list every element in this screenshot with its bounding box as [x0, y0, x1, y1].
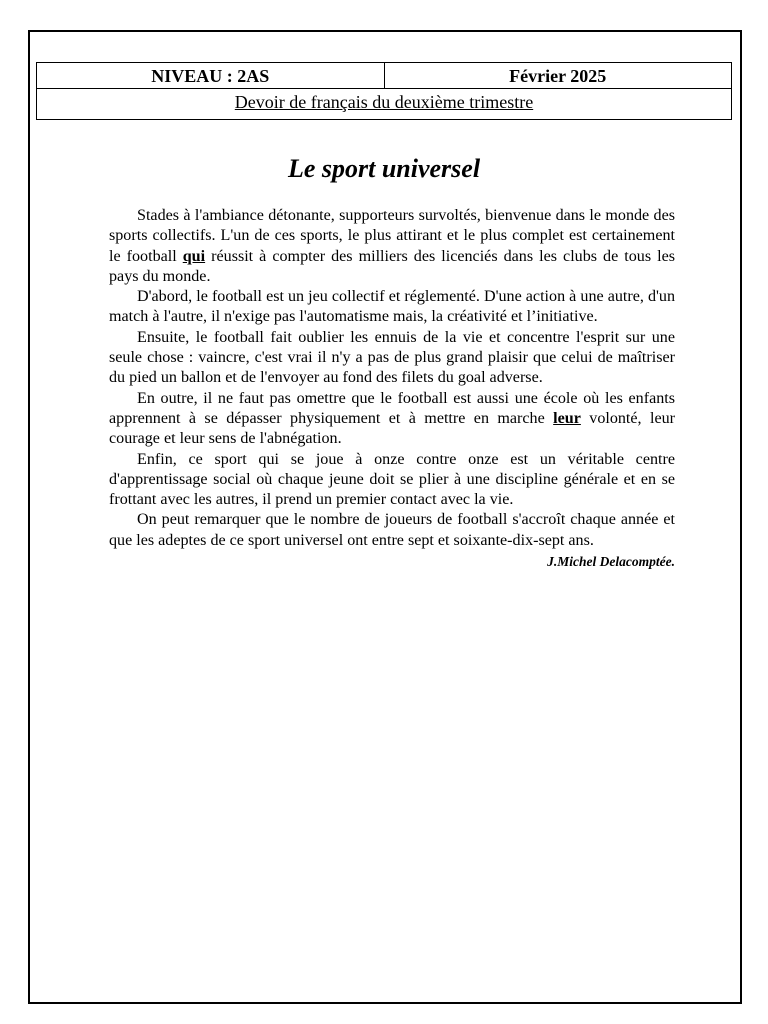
author-signature: J.Michel Delacomptée.: [547, 554, 675, 570]
highlighted-word-leur: leur: [553, 409, 581, 427]
paragraph-4-part-2: volonté, leur courage et leur sens de l'abnégation.: [109, 409, 675, 448]
exam-title-cell: Devoir de français du deuxième trimestre: [37, 89, 732, 120]
paragraph-2: D'abord, le football est un jeu collectif et réglementé. D'une action à une autre, d'un match à l'autre, il n'exige pas l'automatisme mais, la créativité et l’initiative.: [109, 288, 675, 326]
text-title: Le sport universel: [287, 154, 481, 183]
paragraph-4: [109, 389, 675, 450]
paragraph-1-part-1: Stades à l'ambiance détonante, supporteurs survoltés, bienvenue dans le monde des sports collectifs. L'un de ces sports, le plus attirant et le plus complet est certainement le football: [109, 207, 675, 265]
level-cell: NIVEAU : 2AS: [37, 63, 385, 89]
highlighted-word-qui: qui: [182, 247, 206, 265]
text-body: [109, 206, 675, 571]
paragraph-6: On peut remarquer que le nombre de joueurs de football s'accroît chaque année et que les adeptes de ce sport universel ont entre sept et soixante-dix-sept ans.: [109, 511, 675, 549]
paragraph-4-part-1: En outre, il ne faut pas omettre que le football est aussi une école où les enfants apprennent à se dépasser physiquement et à mettre en marche: [109, 389, 675, 427]
paragraph-1: [109, 206, 675, 287]
paragraph-3: Ensuite, le football fait oublier les ennuis de la vie et concentre l'esprit sur une seule chose : vaincre, c'est vrai il n'y a pas de plus grand plaisir que celui de maîtriser du pied un ballon et de l'envoyer au fond des filets du goal adverse.: [109, 328, 675, 387]
paragraph-5: Enfin, ce sport qui se joue à onze contre onze est un véritable centre d'apprentissage social où chaque jeune doit se plier à une discipline générale et en se frottant avec les autres, il prend un premier contact avec la vie.: [109, 450, 675, 509]
header-table: [36, 62, 732, 120]
paragraph-1-part-2: réussit à compter des milliers des licenciés dans les clubs de tous les pays du monde.: [109, 247, 676, 285]
date-cell: Février 2025: [384, 63, 732, 89]
